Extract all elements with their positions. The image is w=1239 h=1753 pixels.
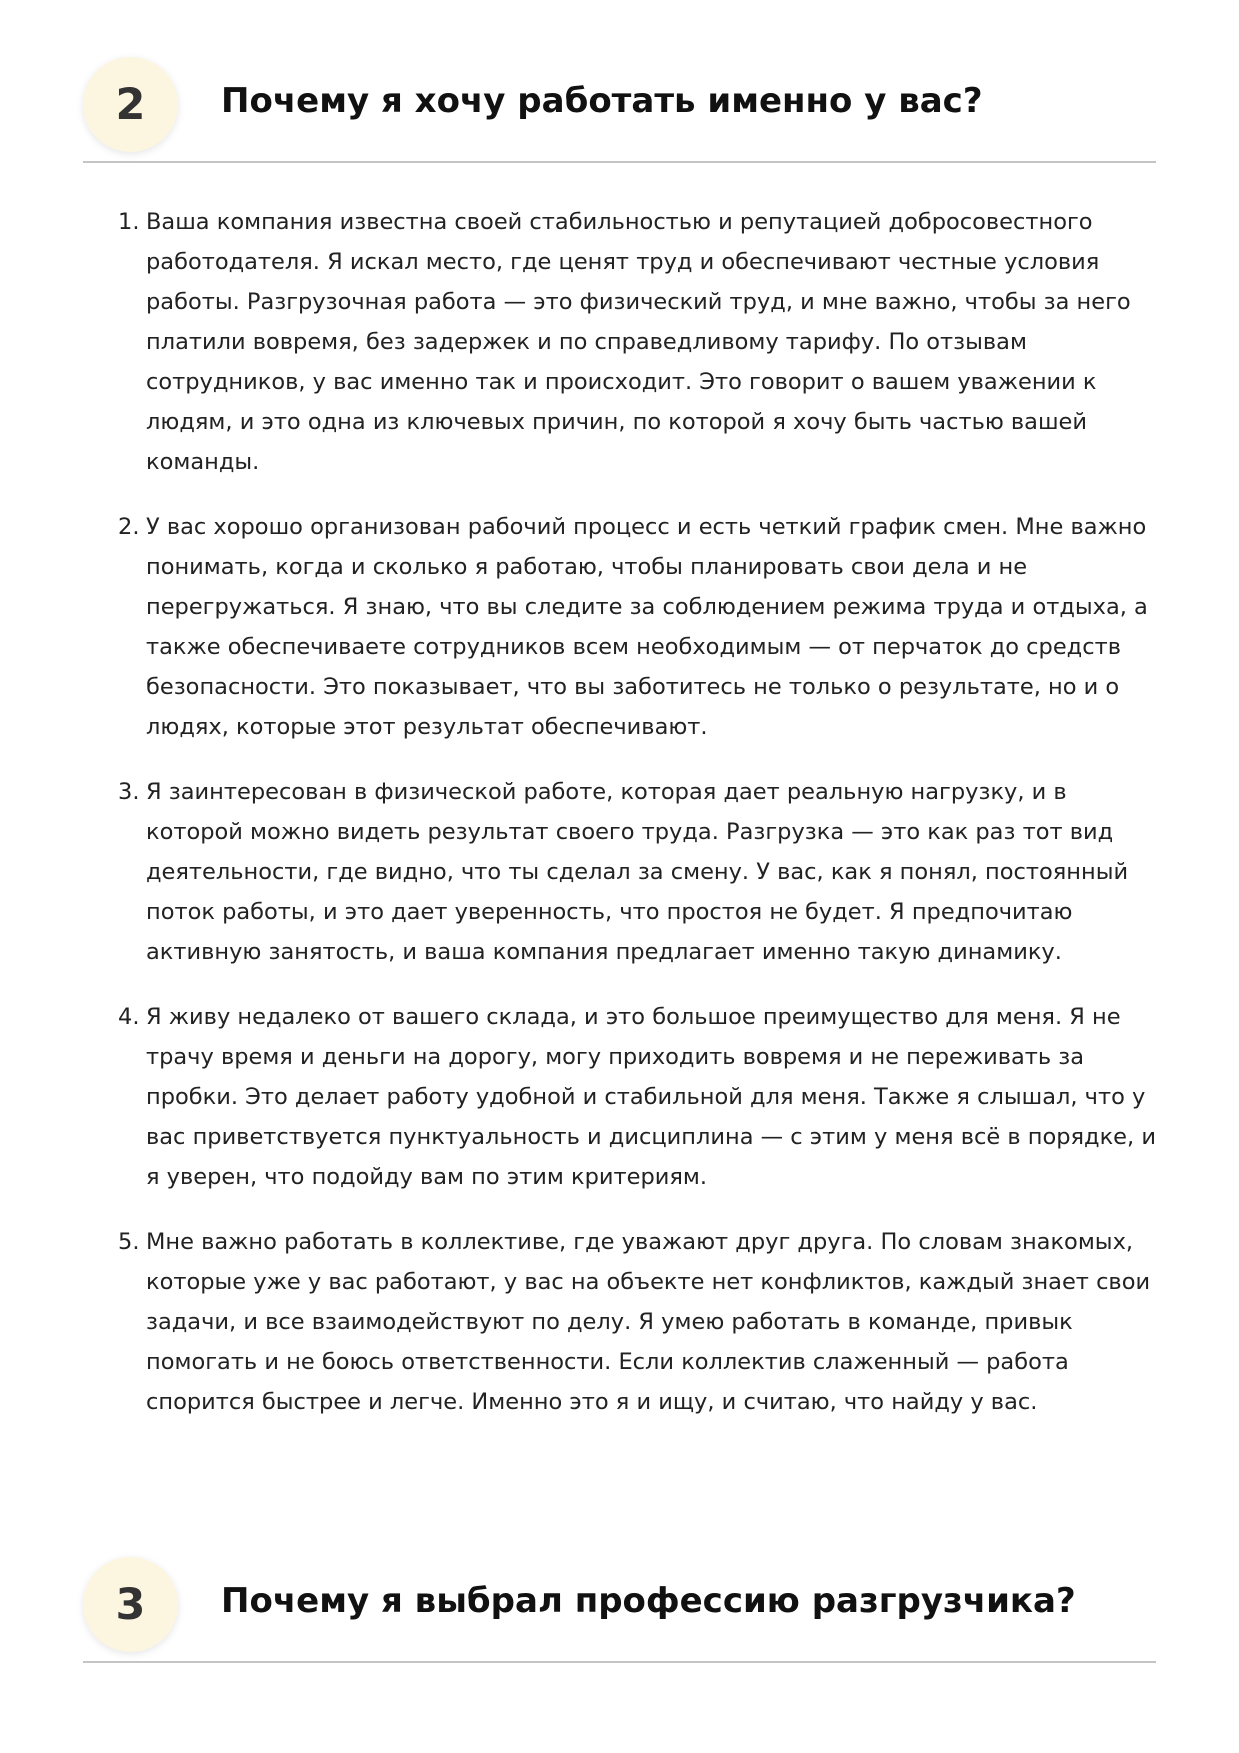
list-item-number: 2. bbox=[118, 514, 140, 540]
list-item-text: Мне важно работать в коллективе, где уважают друг друга. По словам знакомых, которые уже у вас работают, у вас на объекте нет конфликтов, каждый знает свои задачи, и все взаимодействуют по делу. Я умею работать в команде, привык помогать и не боюсь ответственности. Если коллектив слаженный — работа спорится быстрее и легче. Именно это я и ищу, и считаю, что найду у вас. bbox=[146, 1229, 1151, 1415]
section-number-badge: 2 bbox=[83, 57, 178, 152]
list-item-text: Ваша компания известна своей стабильностью и репутацией добросовестного работодателя. Я искал место, где ценят труд и обеспечивают честные условия работы. Разгрузочная работа — это физический труд, и мне важно, чтобы за него платили вовремя, без задержек и по справедливому тарифу. По отзывам сотрудников, у вас именно так и происходит. Это говорит о вашем уважении к людям, и это одна из ключевых причин, по которой я хочу быть частью вашей команды. bbox=[146, 209, 1131, 475]
list-item-text: Я живу недалеко от вашего склада, и это большое преимущество для меня. Я не трачу время и деньги на дорогу, могу приходить вовремя и не переживать за пробки. Это делает работу удобной и стабильной для меня. Также я слышал, что у вас приветствуется пунктуальность и дисциплина — с этим у меня всё в порядке, и я уверен, что подойду вам по этим критериям. bbox=[146, 1004, 1156, 1190]
section-header-2 bbox=[83, 57, 1156, 163]
list-item-text: У вас хорошо организован рабочий процесс и есть четкий график смен. Мне важно понимать, когда и сколько я работаю, чтобы планировать свои дела и не перегружаться. Я знаю, что вы следите за соблюдением режима труда и отдыха, а также обеспечиваете сотрудников всем необходимым — от перчаток до средств безопасности. Это показывает, что вы заботитесь не только о результате, но и о людях, которые этот результат обеспечивают. bbox=[146, 514, 1148, 740]
reasons-list bbox=[118, 202, 1158, 1447]
list-item bbox=[118, 772, 1158, 972]
section-number-badge: 3 bbox=[83, 1557, 178, 1652]
list-item bbox=[118, 1222, 1158, 1422]
list-item bbox=[118, 202, 1158, 482]
section-title: Почему я выбрал профессию разгрузчика? bbox=[221, 1581, 1076, 1621]
list-item-number: 3. bbox=[118, 779, 140, 805]
list-item-number: 4. bbox=[118, 1004, 140, 1030]
list-item-text: Я заинтересован в физической работе, которая дает реальную нагрузку, и в которой можно видеть результат своего труда. Разгрузка — это как раз тот вид деятельности, где видно, что ты сделал за смену. У вас, как я понял, постоянный поток работы, и это дает уверенность, что простоя не будет. Я предпочитаю активную занятость, и ваша компания предлагает именно такую динамику. bbox=[146, 779, 1129, 965]
list-item-number: 5. bbox=[118, 1229, 140, 1255]
list-item-number: 1. bbox=[118, 209, 140, 235]
section-title: Почему я хочу работать именно у вас? bbox=[221, 81, 983, 121]
list-item bbox=[118, 507, 1158, 747]
section-header-3 bbox=[83, 1557, 1156, 1663]
list-item bbox=[118, 997, 1158, 1197]
